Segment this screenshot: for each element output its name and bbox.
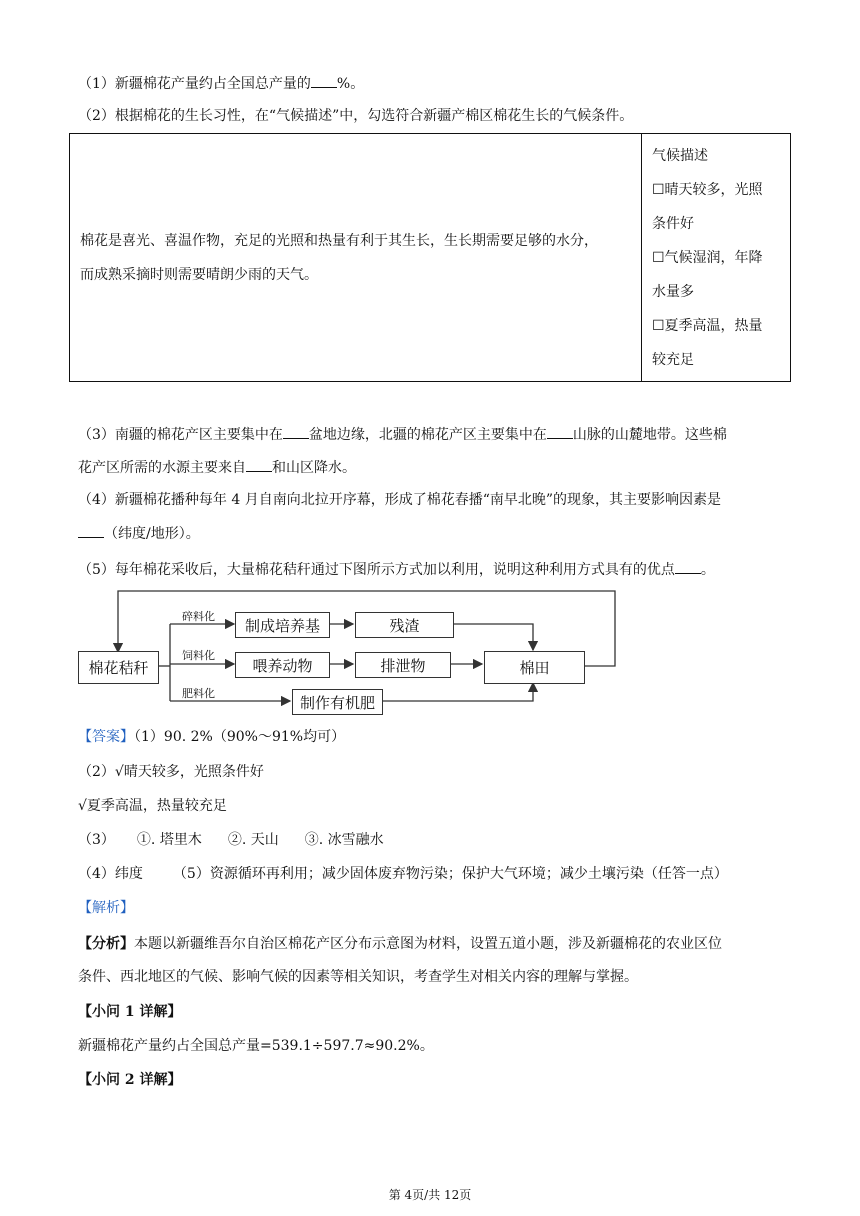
arrow-canzha-to-miantian xyxy=(454,624,533,650)
option-2-line-1[interactable]: ☐气候湿润，年降 xyxy=(652,249,763,266)
sub1-text: 新疆棉花产量约占全国总产量=539.1÷597.7≈90.2%。 xyxy=(78,1038,434,1054)
answer-2: （2）√晴天较多，光照条件好 xyxy=(78,764,264,780)
answer-3-3: ③. 冰雪融水 xyxy=(304,832,384,848)
answer-1-text: （1）90. 2%（90%～91%均可） xyxy=(134,729,346,745)
fenxi-line-2: 条件、西北地区的气候、影响气候的因素等相关知识，考查学生对相关内容的理解与掌握。 xyxy=(78,969,638,985)
box-miantian: 棉田 xyxy=(484,651,585,684)
q3-text-d: 花产区所需的水源主要来自 xyxy=(78,460,246,476)
q3-text-b: 盆地边缘，北疆的棉花产区主要集中在 xyxy=(308,427,547,443)
box-paixie: 排泄物 xyxy=(355,652,451,678)
answer-tag: 【答案】 xyxy=(78,729,134,745)
fenxi-text-1: 本题以新疆维吾尔自治区棉花产区分布示意图为材料，设置五道小题，涉及新疆棉花的农业区位 xyxy=(134,936,722,952)
material-line-1: 棉花是喜光、喜温作物，充足的光照和热量有利于其生长，生长期需要足够的水分， xyxy=(80,232,598,249)
question-4-line-1: （4）新疆棉花播种每年 4 月自南向北拉开序幕，形成了棉花春播“南早北晚”的现象，其主要影响因素是 xyxy=(78,492,722,508)
box-source: 棉花秸秆 xyxy=(78,651,159,684)
label-feiliaohua: 肥料化 xyxy=(182,687,215,700)
q1-suffix: %。 xyxy=(336,76,365,92)
option-2-line-2: 水量多 xyxy=(652,283,694,300)
option-3-line-2: 较充足 xyxy=(652,351,694,368)
question-2: （2）根据棉花的生长习性，在“气候描述”中，勾选符合新疆产棉区棉花生长的气候条件。 xyxy=(78,108,634,124)
answer-3-1: ①. 塔里木 xyxy=(136,832,202,848)
material-line-2: 而成熟采摘时则需要晴朗少雨的天气。 xyxy=(80,266,318,283)
q3-text-a: （3）南疆的棉花产区主要集中在 xyxy=(78,427,283,443)
box-canzha: 残渣 xyxy=(355,612,454,638)
answer-3 xyxy=(78,830,384,850)
option-3-line-1[interactable]: ☐夏季高温，热量 xyxy=(652,317,763,334)
label-suiliaohua: 碎料化 xyxy=(182,610,215,623)
answer-3-prefix: （3） xyxy=(78,832,115,848)
answer-1 xyxy=(78,727,345,747)
q5-suffix: 。 xyxy=(700,562,715,578)
q3-text-c: 山脉的山麓地带。这些棉 xyxy=(572,427,727,443)
label-siliaohua: 饲料化 xyxy=(182,649,215,662)
q5-text: （5）每年棉花采收后，大量棉花秸秆通过下图所示方式加以利用，说明这种利用方式具有的优点 xyxy=(78,562,675,578)
analysis-tag: 【解析】 xyxy=(78,900,134,916)
sub1-tag: 【小问 1 详解】 xyxy=(78,1004,182,1020)
option-1-line-1[interactable]: ☐晴天较多，光照 xyxy=(652,181,763,198)
answer-3-2: ②. 天山 xyxy=(227,832,279,848)
box-peiyangji: 制成培养基 xyxy=(235,612,330,638)
answer-4-5 xyxy=(78,864,728,884)
sub2-tag: 【小问 2 详解】 xyxy=(78,1072,182,1088)
fenxi-tag: 【分析】 xyxy=(78,936,134,952)
q4-text-b: （纬度/地形）。 xyxy=(104,526,200,542)
box-youjifei: 制作有机肥 xyxy=(292,689,383,715)
q1-text: （1）新疆棉花产量约占全国总产量的 xyxy=(78,76,311,92)
q3-text-e: 和山区降水。 xyxy=(272,460,356,476)
fenxi-line-1 xyxy=(78,934,722,954)
page-footer: 第 4页/共 12页 xyxy=(388,1188,472,1202)
option-1-line-2: 条件好 xyxy=(652,215,694,232)
arrow-youjifei-to-miantian xyxy=(382,683,533,701)
answer-2b: √夏季高温，热量较充足 xyxy=(78,798,227,814)
climate-header: 气候描述 xyxy=(652,147,708,164)
box-weiyang: 喂养动物 xyxy=(235,652,330,678)
answer-5: （5）资源循环再利用；减少固体废弃物污染；保护大气环境；减少土壤污染（任答一点） xyxy=(172,866,728,882)
answer-4: （4）纬度 xyxy=(78,866,143,882)
